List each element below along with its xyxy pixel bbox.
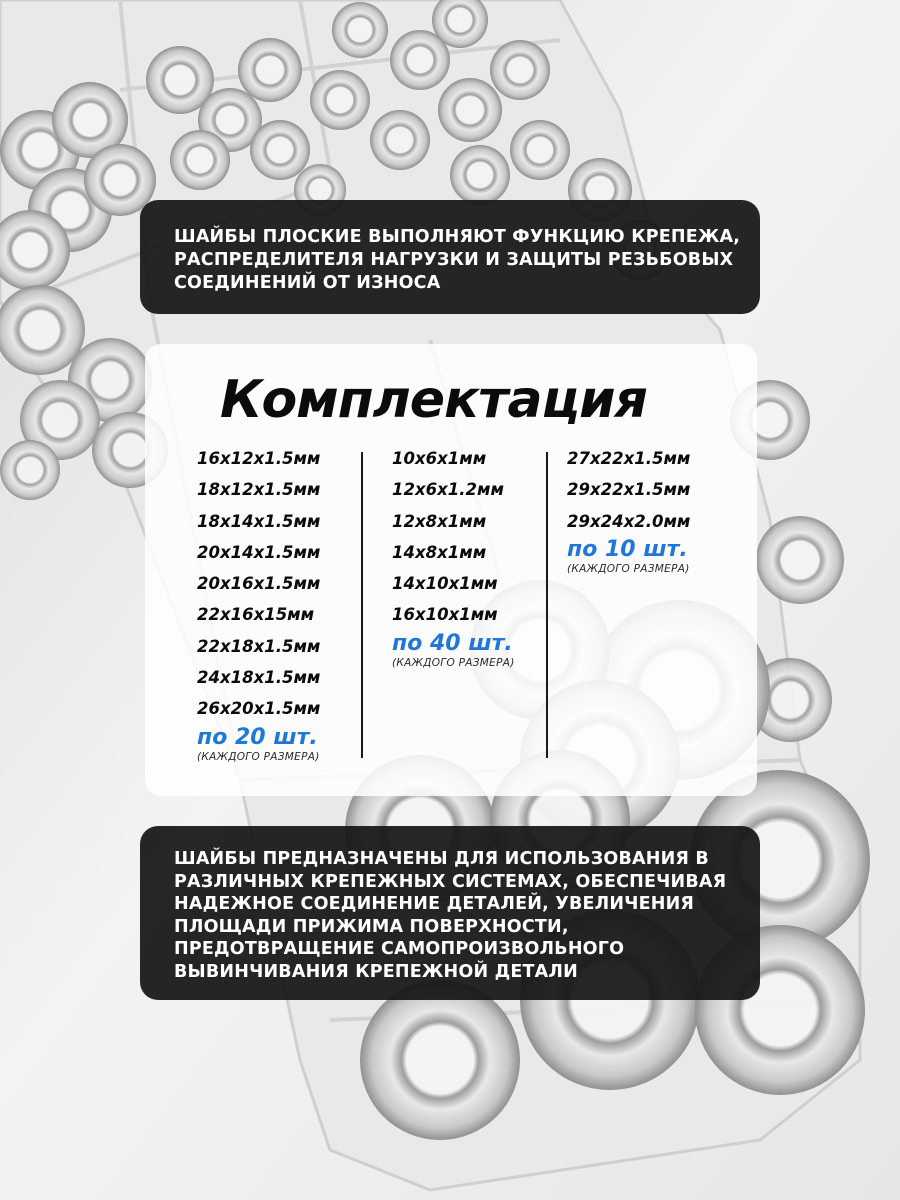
top-info-line: РАСПРЕДЕЛИТЕЛЯ НАГРУЗКИ И ЗАЩИТЫ РЕЗЬБОВЫХ	[174, 250, 734, 270]
size-item: 12x6x1.2мм	[392, 480, 504, 500]
size-item: 18x14x1.5мм	[197, 511, 321, 531]
bottom-info-line: ПЛОЩАДИ ПРИЖИМА ПОВЕРХНОСТИ,	[174, 916, 569, 937]
bottom-info-line: ВЫВИНЧИВАНИЯ КРЕПЕЖНОЙ ДЕТАЛИ	[174, 961, 579, 982]
kit-title: Комплектация	[220, 370, 647, 430]
bottom-info-line: ПРЕДОТВРАЩЕНИЕ САМОПРОИЗВОЛЬНОГО	[174, 939, 625, 959]
size-item: 18x12x1.5мм	[197, 480, 321, 500]
column-divider	[546, 452, 548, 758]
top-info-panel	[140, 200, 760, 314]
bottom-info-panel	[140, 826, 760, 1000]
size-item: 20x14x1.5мм	[197, 542, 321, 562]
size-item: 14x10x1мм	[392, 574, 498, 594]
quantity-note: (КАЖДОГО РАЗМЕРА)	[392, 656, 515, 669]
size-item: 26x20x1.5мм	[197, 699, 321, 719]
quantity-label: по 10 шт.	[567, 536, 688, 562]
size-item: 22x18x1.5мм	[197, 636, 321, 656]
kit-column-2	[392, 443, 515, 670]
size-item: 12x8x1мм	[392, 511, 487, 531]
quantity-label: по 40 шт.	[392, 630, 513, 656]
size-item: 16x10x1мм	[392, 605, 498, 625]
kit-column-1	[197, 443, 320, 764]
column-divider	[361, 452, 363, 758]
top-info-line: СОЕДИНЕНИЙ ОТ ИЗНОСА	[174, 273, 441, 293]
kit-column-3	[567, 443, 690, 576]
size-item: 10x6x1мм	[392, 449, 487, 468]
quantity-note: (КАЖДОГО РАЗМЕРА)	[567, 562, 690, 575]
quantity-note: (КАЖДОГО РАЗМЕРА)	[197, 750, 320, 763]
bottom-info-line: НАДЕЖНОЕ СОЕДИНЕНИЕ ДЕТАЛЕЙ, УВЕЛИЧЕНИЯ	[174, 894, 695, 914]
size-item: 27x22x1.5мм	[567, 449, 691, 468]
size-item: 16x12x1.5мм	[197, 449, 321, 468]
size-item: 22x16x15мм	[197, 605, 315, 625]
size-item: 24x18x1.5мм	[197, 668, 321, 688]
top-info-line: ШАЙБЫ ПЛОСКИЕ ВЫПОЛНЯЮТ ФУНКЦИЮ КРЕПЕЖА,	[174, 227, 741, 247]
size-item: 29x22x1.5мм	[567, 480, 691, 500]
size-item: 14x8x1мм	[392, 542, 487, 562]
bottom-info-line: ШАЙБЫ ПРЕДНАЗНАЧЕНЫ ДЛЯ ИСПОЛЬЗОВАНИЯ В	[174, 849, 709, 869]
bottom-info-line: РАЗЛИЧНЫХ КРЕПЕЖНЫХ СИСТЕМАХ, ОБЕСПЕЧИВАЯ	[174, 871, 727, 892]
size-item: 20x16x1.5мм	[197, 574, 321, 594]
quantity-label: по 20 шт.	[197, 724, 318, 750]
size-item: 29x24x2.0мм	[567, 511, 691, 531]
